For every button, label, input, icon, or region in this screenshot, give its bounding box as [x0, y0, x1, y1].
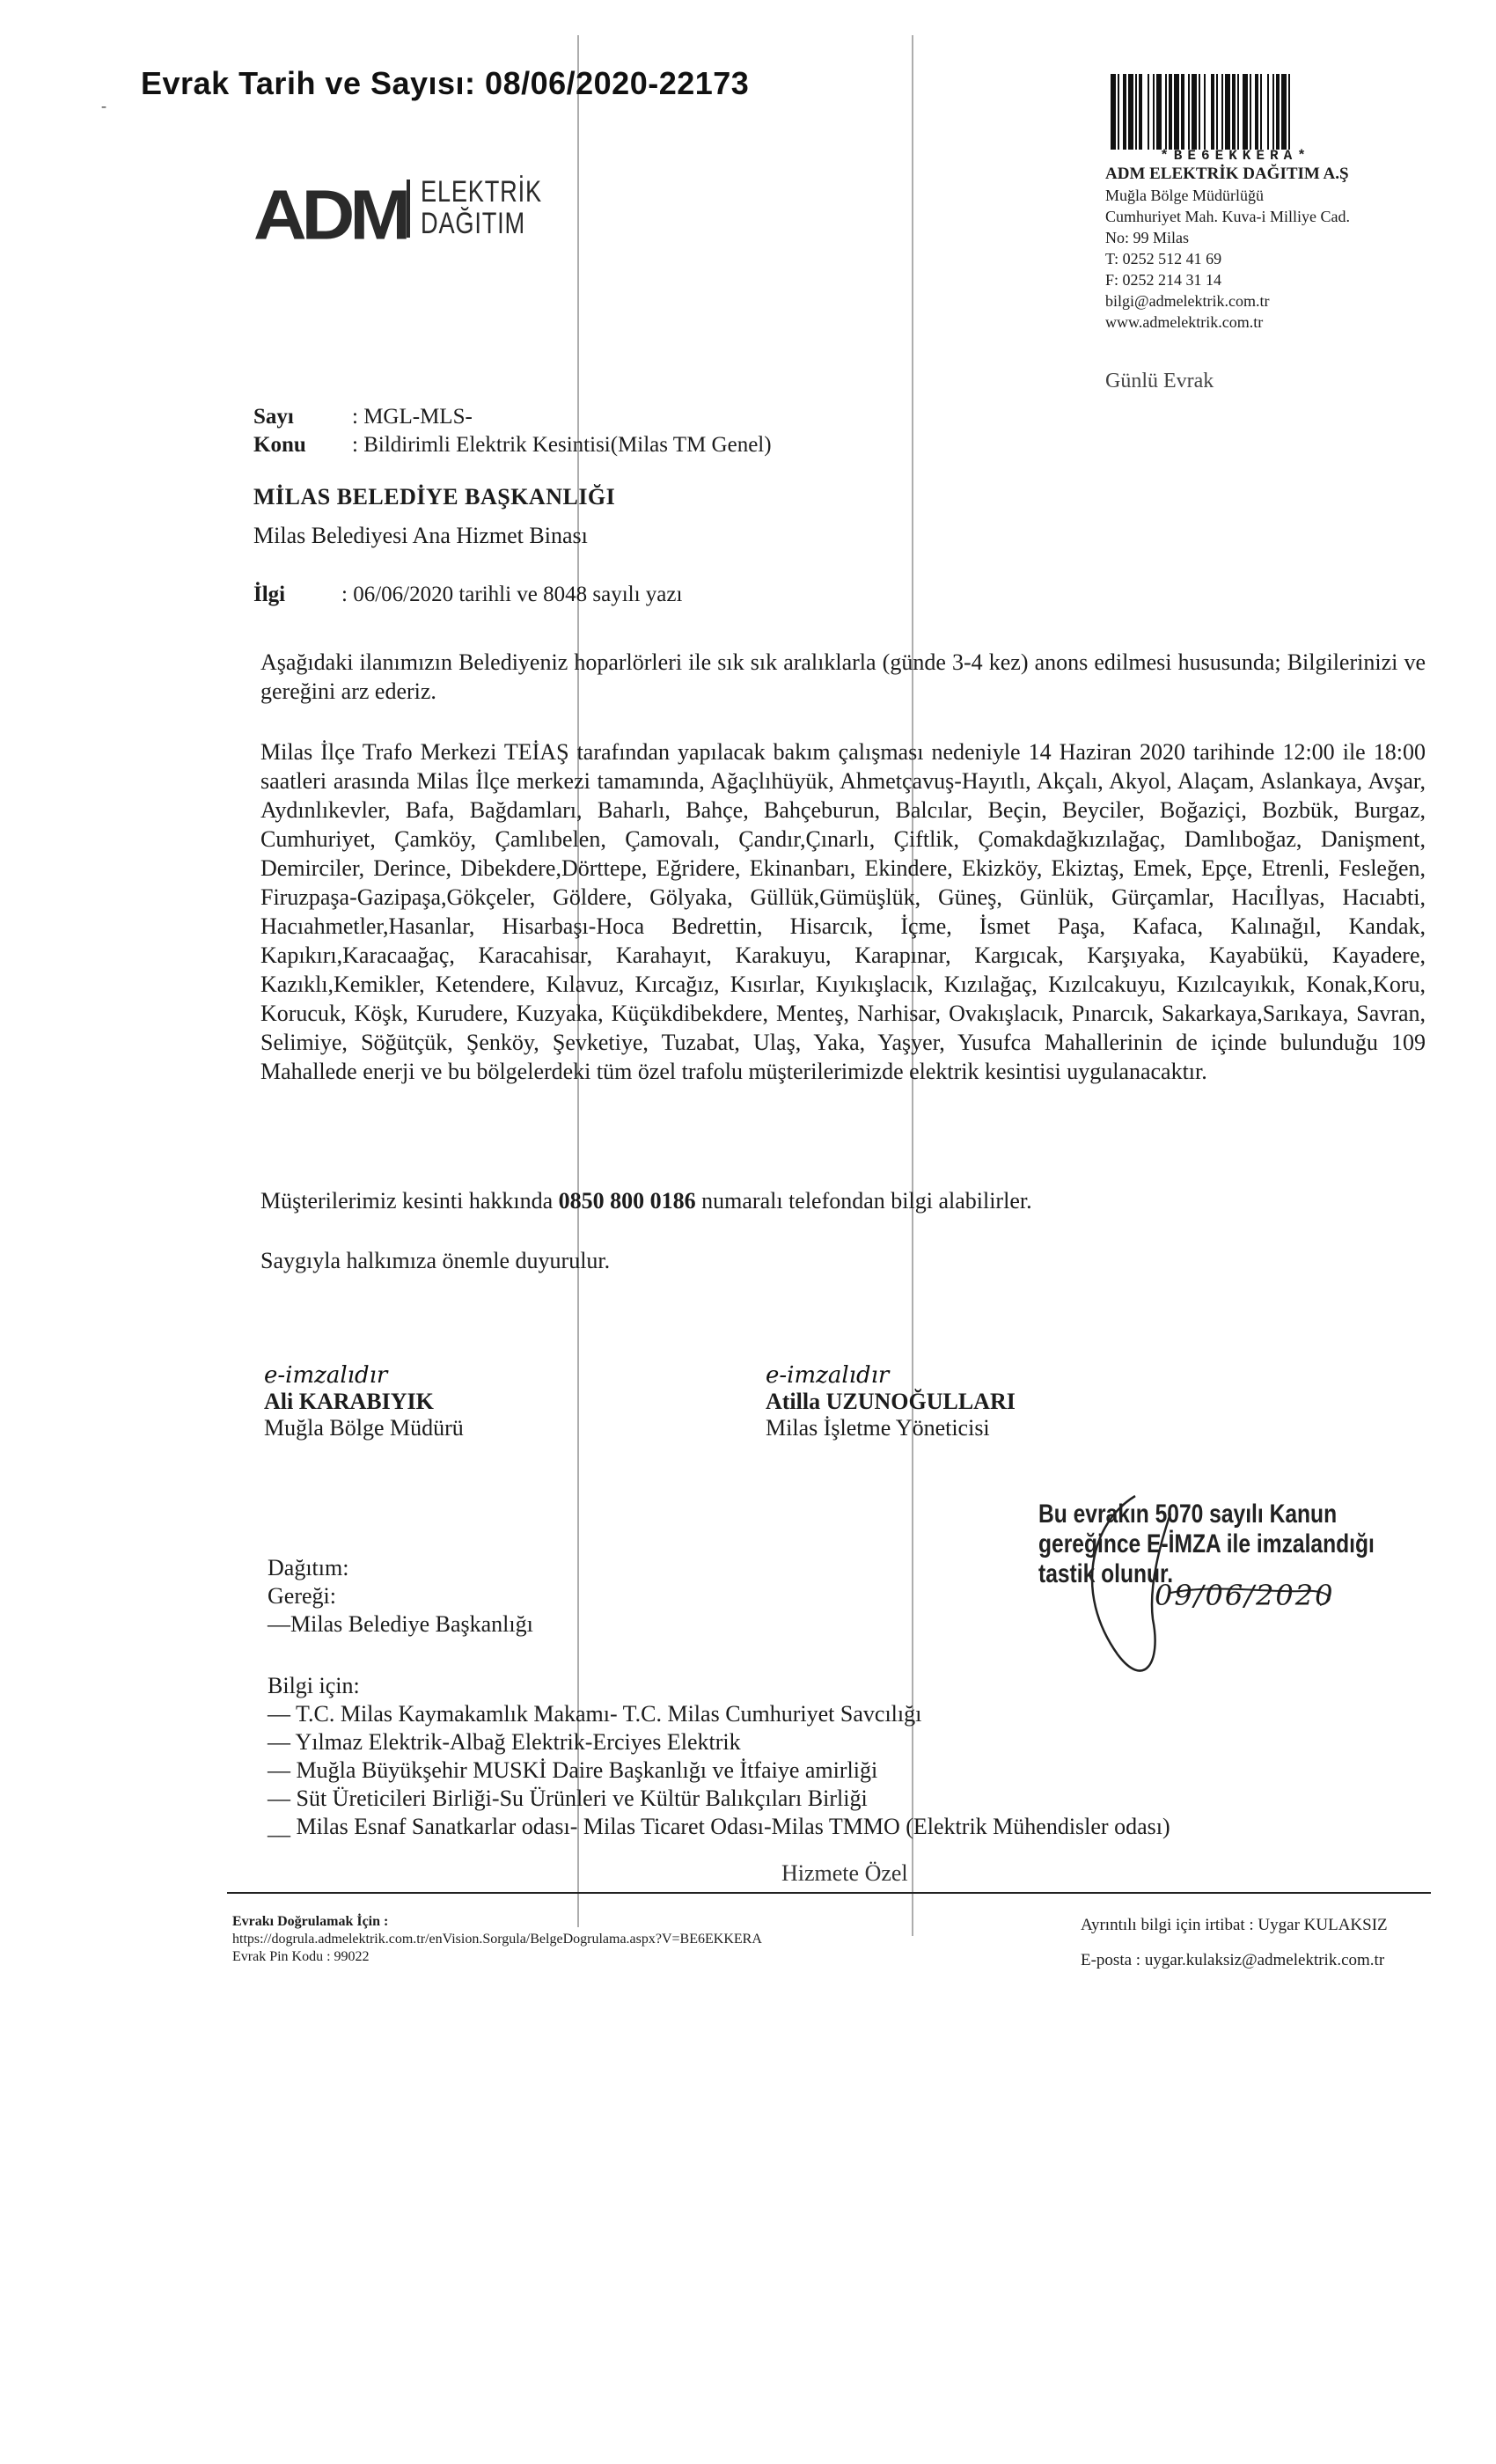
phone-sentence-start: Müşterilerimiz kesinti hakkında	[260, 1188, 559, 1214]
signer-title: Muğla Bölge Müdürü	[264, 1415, 464, 1441]
bilgi-item: — T.C. Milas Kaymakamlık Makamı- T.C. Milas Cumhuriyet Savcılığı	[268, 1701, 922, 1727]
dagitim-label: Dağıtım:	[268, 1555, 349, 1580]
ilgi-value: : 06/06/2020 tarihli ve 8048 sayılı yazı	[341, 583, 683, 606]
bilgi-item: — Süt Üreticileri Birliği-Su Ürünleri ve Kültür Balıkçıları Birliği	[268, 1786, 868, 1811]
phone-line: T: 0252 512 41 69	[1105, 250, 1222, 268]
recipient-title: MİLAS BELEDİYE BAŞKANLIĞI	[253, 484, 616, 510]
pin-code: Evrak Pin Kodu : 99022	[232, 1949, 370, 1964]
signer-name: Ali KARABIYIK	[264, 1389, 434, 1414]
sayi-value: : MGL-MLS-	[352, 405, 473, 429]
logo-divider	[407, 180, 410, 238]
verify-label: Evrakı Doğrulamak İçin :	[232, 1914, 389, 1929]
contact-email[interactable]: E-posta : uygar.kulaksiz@admelektrik.com.tr	[1081, 1951, 1385, 1969]
evrak-date-number: Evrak Tarih ve Sayısı: 08/06/2020-22173	[141, 65, 750, 101]
bilgi-item: — Muğla Büyükşehir MUSKİ Daire Başkanlığı ve İtfaiye amirliği	[268, 1757, 878, 1783]
adm-logo: ADM	[253, 175, 407, 254]
stamp-date: 09/06/2020	[1155, 1579, 1335, 1612]
verify-link[interactable]: https://dogrula.admelektrik.com.tr/enVision.Sorgula/BelgeDogrulama.aspx?V=BE6EKKERA	[232, 1932, 762, 1947]
bilgi-block	[268, 1672, 1170, 1841]
body-paragraph-1	[260, 648, 1426, 706]
stamp-line: Bu evrakın 5070 sayılı Kanun	[1038, 1500, 1338, 1529]
signer-title: Milas İşletme Yöneticisi	[766, 1415, 990, 1441]
sayi-label: Sayı	[253, 405, 294, 429]
barcode-bar	[1290, 74, 1294, 150]
address-line: Cumhuriyet Mah. Kuva-i Milliye Cad.	[1105, 208, 1350, 225]
website-line: www.admelektrik.com.tr	[1105, 313, 1264, 331]
konu-value: : Bildirimli Elektrik Kesintisi(Milas TM Genel)	[352, 433, 772, 457]
address-line: No: 99 Milas	[1105, 229, 1190, 246]
logo-subtitle	[421, 176, 542, 239]
paragraph-text: Aşağıdaki ilanımızın Belediyeniz hoparlörleri ile sık sık aralıklarla (günde 3-4 kez) anons edilmesi hususunda; Bilgilerinizi ve gereğini arz ederiz.	[260, 649, 1426, 704]
footer-divider	[227, 1892, 1431, 1894]
contact-person: Ayrıntılı bilgi için irtibat : Uygar KULAKSIZ	[1081, 1916, 1388, 1934]
gunlu-evrak-label: Günlü Evrak	[1105, 370, 1214, 392]
bilgi-item: __ Milas Esnaf Sanatkarlar odası- Milas Ticaret Odası-Milas TMMO (Elektrik Mühendisler odası)	[268, 1814, 1170, 1839]
scan-mark: ‑	[101, 97, 106, 114]
company-address-block	[1105, 164, 1350, 333]
e-signature-mark: e-imzalıdır	[264, 1362, 388, 1389]
sayi-row	[253, 405, 473, 429]
signer-name: Atilla UZUNOĞULLARI	[766, 1389, 1016, 1414]
body-paragraph-2	[260, 737, 1426, 1086]
phone-sentence-end: numaralı telefondan bilgi alabilirler.	[695, 1188, 1032, 1214]
paragraph-text: Saygıyla halkımıza önemle duyurulur.	[260, 1248, 611, 1273]
konu-row	[253, 433, 772, 458]
footer-contact	[1081, 1908, 1388, 1978]
barcode	[1111, 74, 1360, 150]
paragraph-text: Milas İlçe Trafo Merkezi TEİAŞ tarafından yapılacak bakım çalışması nedeniyle 14 Haziran 2020 tarihinde 12:00 ile 18:00 saatleri arasında Milas İlçe merkezi tamamında, Ağaçlıhüyük, Ahmetçavuş-Hayıtlı, Akçalı, Akyol, Alaçam, Aslankaya, Avşar, Aydınlıkevler, Bafa, Bağdamları, Baharlı, Bahçe, Bahçeburun, Balcılar, Beçin, Beyciler, Boğaziçi, Bozbük, Burgaz, Cumhuriyet, Çamköy, Çamlıbelen, Çamovalı, Çandır,Çınarlı, Çiftlik, Çomakdağkızılağaç, Damlıboğaz, Danişment, Demirciler, Derince, Dibekdere,Dörttepe, Eğridere, Ekinanbarı, Ekindere, Ekizköy, Ekiztaş, Emek, Epçe, Etrenli, Fesleğen, Firuzpaşa-Gazipaşa,Gökçeler, Göldere, Gölyaka, Güllük,Gümüşlük, Güneş, Günlük, Gürçamlar, Hacıİlyas, Hacıabti, Hacıahmetler,Hasanlar, Hisarbaşı-Hoca Bedrettin, Hisarcık, İçme, İsmet Paşa, Kafaca, Kalınağıl, Kandak, Kapıkırı,Karacaağaç, Karacahisar, Karahayıt, Karakuyu, Karapınar, Kargıcak, Karşıyaka, Kayabükü, Kayadere, Kazıklı,Kemikler, Ketendere, Kılavuz, Kırcağız, Kısırlar, Kıyıkışlacık, Kızılağaç, Kızılcakuyu, Kızılcayıkık, Konak,Koru, Korucuk, Köşk, Kurudere, Kuzyaka, Küçükdibekdere, Menteş, Narhisar, Ovakışlacık, Pınarcık, Sakarkaya,Sarıkaya, Savran, Selimiye, Söğütçük, Şenköy, Şevketiye, Tuzabat, Ulaş, Yaka, Yaşyer, Yusufca Mahallerinin de içinde bulunduğu 109 Mahallede enerji ve bu bölgelerdeki tüm özel trafolu müşterilerimizde elektrik kesintisi uygulanacaktır.	[260, 739, 1426, 1084]
logo-line-2: DAĞITIM	[421, 207, 525, 240]
geregi-item: —Milas Belediye Başkanlığı	[268, 1611, 533, 1637]
bilgi-item: — Yılmaz Elektrik-Albağ Elektrik-Erciyes Elektrik	[268, 1729, 741, 1755]
konu-label: Konu	[253, 433, 306, 457]
footer-verification	[232, 1913, 762, 1966]
classification-label: Hizmete Özel	[781, 1860, 908, 1886]
signature-block-1	[264, 1362, 464, 1441]
ilgi-row	[253, 583, 682, 607]
phone-number: 0850 800 0186	[558, 1188, 696, 1214]
logo-line-1: ELEKTRİK	[421, 175, 542, 209]
body-paragraph-4	[260, 1246, 1426, 1275]
bilgi-label: Bilgi için:	[268, 1673, 360, 1698]
email-line: bilgi@admelektrik.com.tr	[1105, 292, 1270, 310]
signature-block-2	[766, 1362, 1016, 1441]
e-signature-stamp	[1038, 1500, 1375, 1589]
stamp-line: tastik olunur.	[1038, 1559, 1174, 1588]
recipient-subtitle: Milas Belediyesi Ana Hizmet Binası	[253, 523, 588, 548]
geregi-label: Gereği:	[268, 1583, 336, 1609]
fax-line: F: 0252 214 31 14	[1105, 271, 1222, 289]
e-signature-mark: e-imzalıdır	[766, 1362, 890, 1389]
stamp-line: gereğince E-İMZA ile imzalandığı	[1038, 1529, 1375, 1558]
barcode-code: *BE6EKKERA*	[1160, 148, 1311, 164]
ilgi-label: İlgi	[253, 583, 286, 606]
company-name: ADM ELEKTRİK DAĞITIM A.Ş	[1105, 165, 1349, 183]
distribution-block	[268, 1554, 533, 1639]
body-paragraph-3	[260, 1186, 1426, 1215]
address-line: Muğla Bölge Müdürlüğü	[1105, 187, 1264, 204]
